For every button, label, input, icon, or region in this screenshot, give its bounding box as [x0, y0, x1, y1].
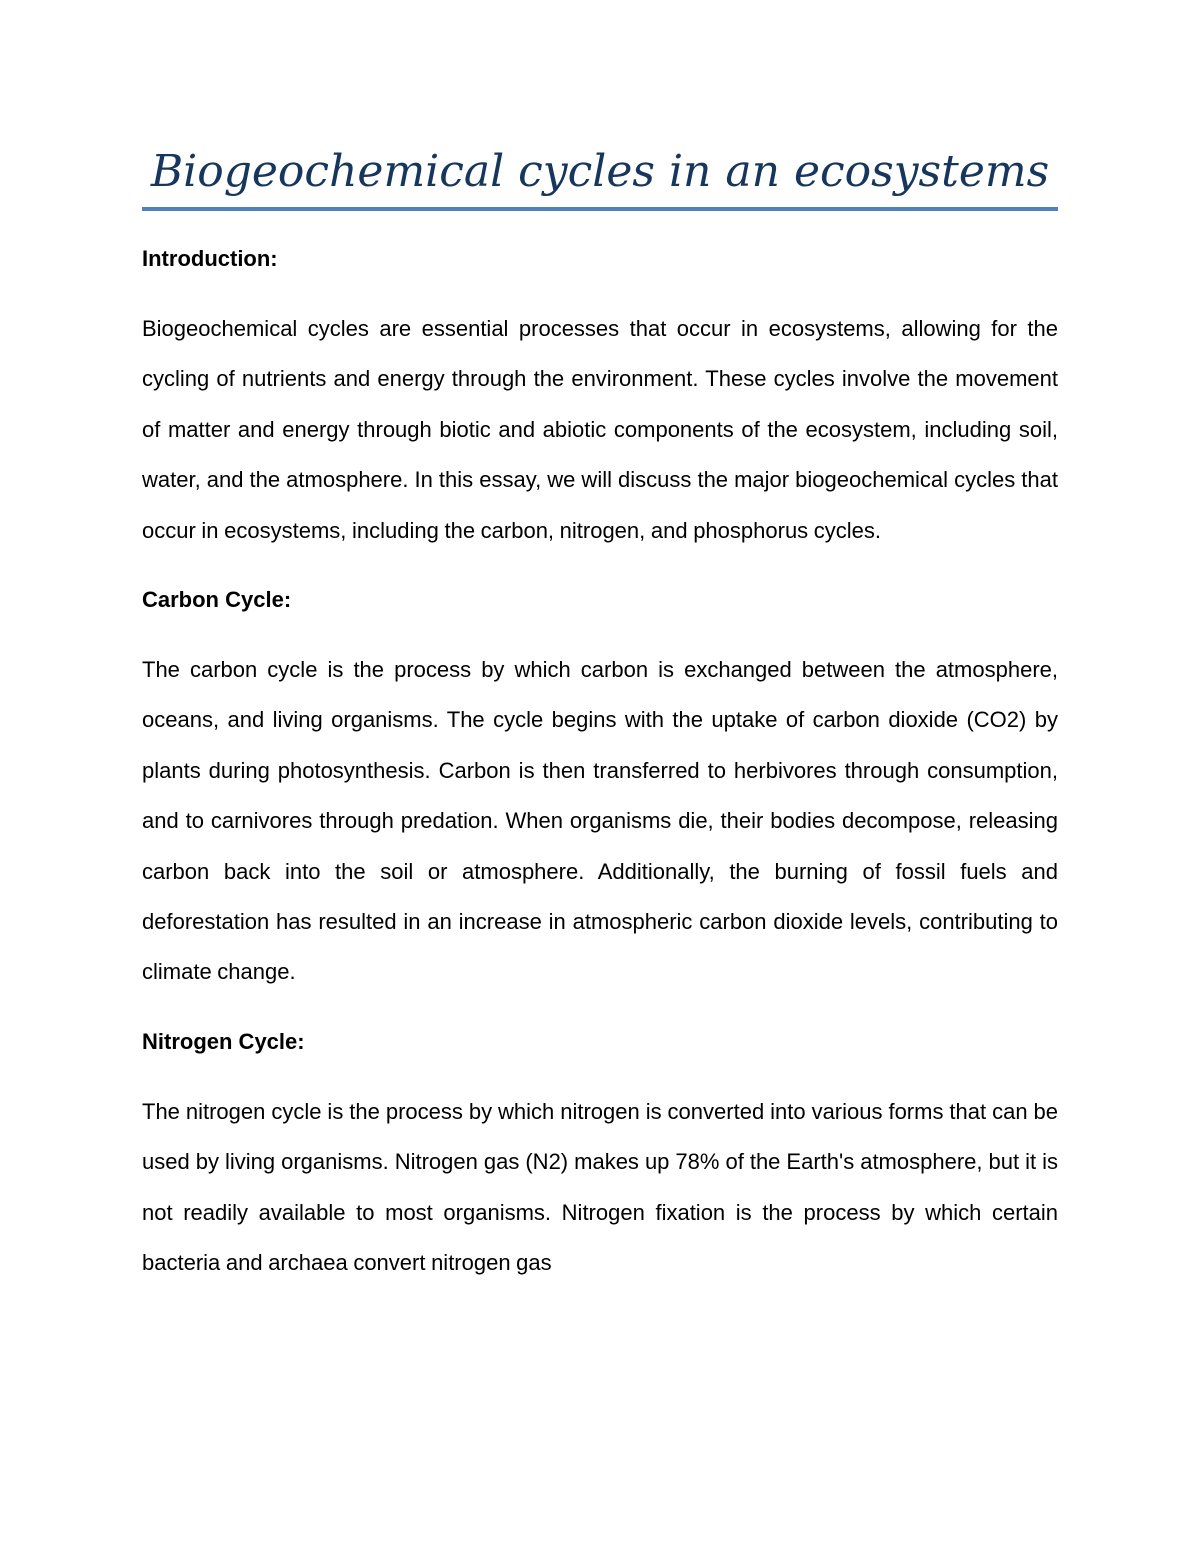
- section-paragraph: The nitrogen cycle is the process by which nitrogen is converted into various forms that can be used by living organisms. Nitrogen gas (N2) makes up 78% of the Earth's atmosphere, but it is not readily available to most organisms. Nitrogen fixation is the process by which certain bacteria and archaea convert nitrogen gas: [142, 1098, 1058, 1276]
- section-paragraph: The carbon cycle is the process by which carbon is exchanged between the atmosphere, oceans, and living organisms. The cycle begins with the uptake of carbon dioxide (CO2) by plants during photosynthesis. Carbon is then transferred to herbivores through consumption, and to carnivores through predation. When organisms die, their bodies decompose, releasing carbon back into the soil or atmosphere. Additionally, the burning of fossil fuels and deforestation has resulted in an increase in atmospheric carbon dioxide levels, contributing to climate change.: [142, 657, 1058, 985]
- section-paragraph: Biogeochemical cycles are essential processes that occur in ecosystems, allowing for the cycling of nutrients and energy through the environment. These cycles involve the movement of matter and energy through biotic and abiotic components of the ecosystem, including soil, water, and the atmosphere. In this essay, we will discuss the major biogeochemical cycles that occur in ecosystems, including the carbon, nitrogen, and phosphorus cycles.: [142, 316, 1058, 543]
- section-heading: Nitrogen Cycle:: [142, 1028, 305, 1054]
- section-heading: Carbon Cycle:: [142, 587, 292, 613]
- section-carbon-cycle: [142, 575, 1058, 998]
- section-introduction: [142, 234, 1058, 556]
- section-heading: Introduction:: [142, 246, 278, 271]
- title-underline: [142, 207, 1058, 211]
- document-body: [142, 234, 1058, 1308]
- section-nitrogen-cycle: [142, 1017, 1058, 1289]
- document-title: Biogeochemical cycles in an ecosystems: [150, 146, 1050, 197]
